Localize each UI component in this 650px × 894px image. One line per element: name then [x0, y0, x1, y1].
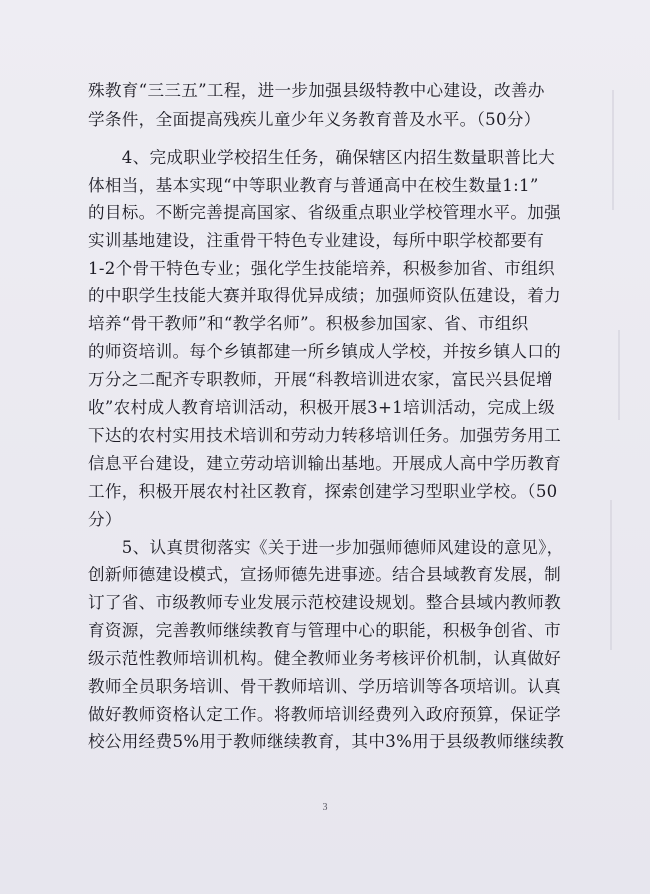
text-line: 工作，积极开展农村社区教育，探索创建学习型职业学校。（50 [88, 482, 558, 501]
text-line: 1-2个骨干特色专业；强化学生技能培养，积极参加省、市组织 [88, 259, 555, 278]
text-line: 殊教育“三三五”工程，进一步加强县级特教中心建设，改善办 [88, 81, 545, 100]
text-line: 创新师德建设模式，宣扬师德先进事迹。结合县域教育发展，制 [88, 565, 562, 584]
text-line: 信息平台建设，建立劳动培训输出基地。开展成人高中学历教育 [88, 454, 562, 473]
text-line: 4、完成职业学校招生任务，确保辖区内招生数量职普比大 [88, 148, 555, 167]
page-number: 3 [322, 802, 328, 813]
text-line: 实训基地建设，注重骨干特色专业建设，每所中职学校都要有 [88, 231, 545, 250]
text-line: 校公用经费5%用于教师继续教育，其中3%用于县级教师继续教 [88, 732, 565, 751]
text-line: 的中职学生技能大赛并取得优异成绩；加强师资队伍建设，着力 [88, 286, 562, 305]
text-line: 万分之二配齐专职教师，开展“科教培训进农家，富民兴县促增 [88, 370, 553, 389]
show-through-mark [612, 90, 614, 210]
text-line: 做好教师资格认定工作。将教师培训经费列入政府预算，保证学 [88, 705, 562, 724]
text-line: 的师资培训。每个乡镇都建一所乡镇成人学校，并按乡镇人口的 [88, 342, 562, 361]
text-line: 培养“骨干教师”和“教学名师”。积极参加国家、省、市组织 [88, 314, 529, 333]
text-line: 教师全员职务培训、骨干教师培训、学历培训等各项培训。认真 [88, 677, 562, 696]
text-line: 下达的农村实用技术培训和劳动力转移培训任务。加强劳务用工 [88, 426, 562, 445]
text-line: 订了省、市级教师专业发展示范校建设规划。整合县域内教师教 [88, 593, 562, 612]
text-line: 育资源，完善教师继续教育与管理中心的职能，积极争创省、市 [88, 621, 562, 640]
text-line: 分） [88, 510, 122, 529]
text-line: 5、认真贯彻落实《关于进一步加强师德师风建设的意见》， [88, 538, 564, 557]
text-line: 体相当，基本实现“中等职业教育与普通高中在校生数量1:1” [88, 176, 539, 195]
text-line: 学条件，全面提高残疾儿童少年义务教育普及水平。（50分） [88, 110, 541, 129]
text-line: 级示范性教师培训机构。健全教师业务考核评价机制，认真做好 [88, 649, 562, 668]
text-line: 收”农村成人教育培训活动，积极开展3+1培训活动，完成上级 [88, 398, 556, 417]
text-line: 的目标。不断完善提高国家、省级重点职业学校管理水平。加强 [88, 203, 562, 222]
show-through-mark [610, 500, 612, 650]
show-through-mark [618, 330, 620, 420]
